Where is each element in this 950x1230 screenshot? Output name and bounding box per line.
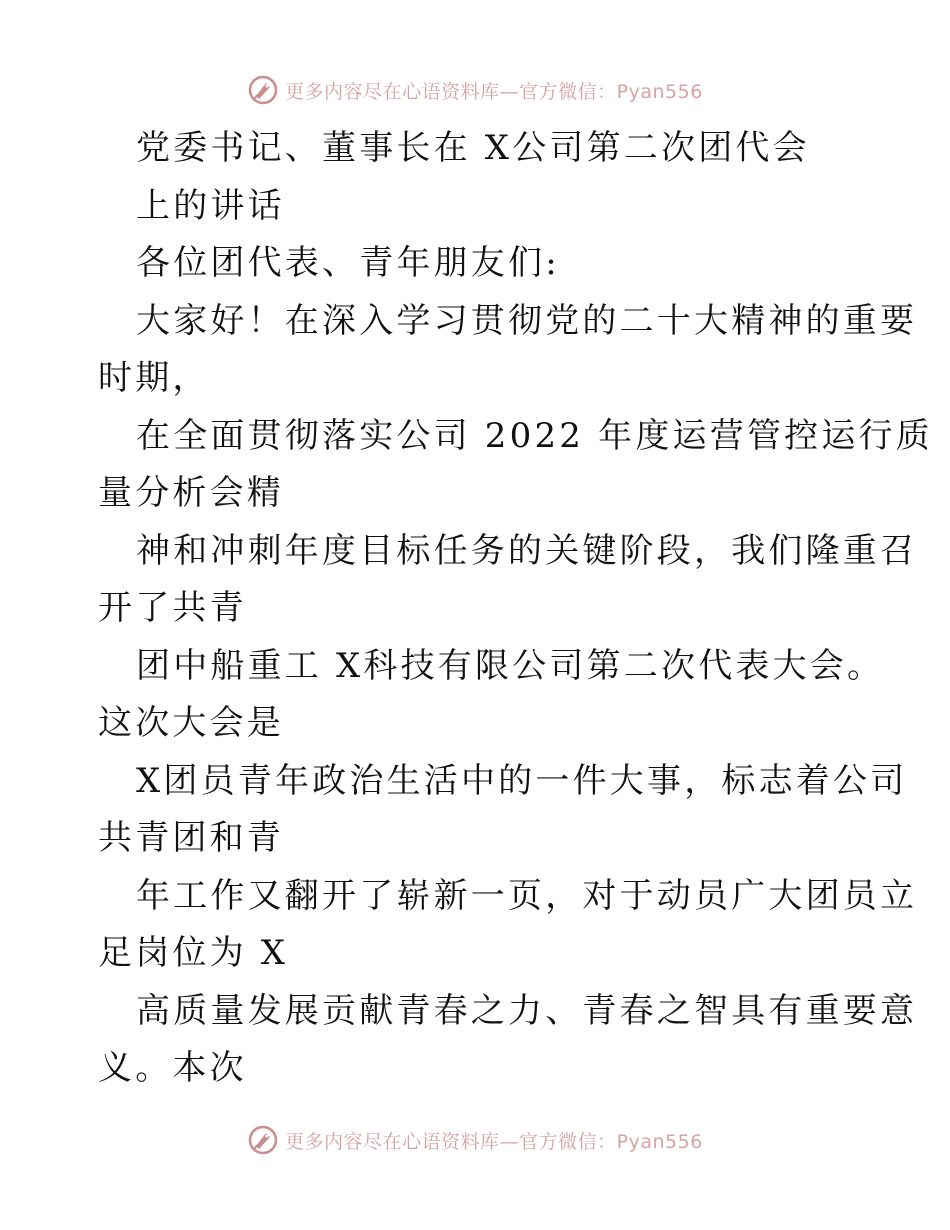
document-line: 开了共青 xyxy=(98,588,247,628)
document-line: 神和冲刺年度目标任务的关键阶段，我们隆重召 xyxy=(136,530,918,571)
document-line: 团中船重工 X科技有限公司第二次代表大会。 xyxy=(136,645,885,686)
document-line: 年工作又翻开了崭新一页，对于动员广大团员立 xyxy=(136,875,918,916)
watermark-text: 更多内容尽在心语资料库—官方微信：Pyan556 xyxy=(285,80,703,103)
document-line: 义。本次 xyxy=(98,1048,247,1088)
pen-nib-logo-icon xyxy=(247,1124,279,1156)
document-line: 这次大会是 xyxy=(98,703,284,743)
footer-watermark xyxy=(0,1120,950,1160)
document-line: 足岗位为 X xyxy=(98,933,289,973)
pen-nib-logo-icon xyxy=(247,74,279,106)
document-line: X团员青年政治生活中的一件大事，标志着公司 xyxy=(136,760,908,801)
document-line: 共青团和青 xyxy=(98,818,284,858)
document-line: 大家好！在深入学习贯彻党的二十大精神的重要 xyxy=(136,300,918,341)
document-line: 上的讲话 xyxy=(136,185,285,226)
document-body xyxy=(98,120,933,1098)
header-watermark xyxy=(0,70,950,110)
document-line: 量分析会精 xyxy=(98,473,284,513)
document-line: 高质量发展贡献青春之力、青春之智具有重要意 xyxy=(136,990,918,1031)
document-line: 时期， xyxy=(98,358,210,398)
document-line: 各位团代表、青年朋友们: xyxy=(136,243,560,283)
document-line: 党委书记、董事长在 X公司第二次团代会 xyxy=(136,128,810,168)
document-line: 在全面贯彻落实公司 2022 年度运营管控运行质 xyxy=(136,415,933,456)
watermark-text: 更多内容尽在心语资料库—官方微信：Pyan556 xyxy=(285,1130,703,1153)
